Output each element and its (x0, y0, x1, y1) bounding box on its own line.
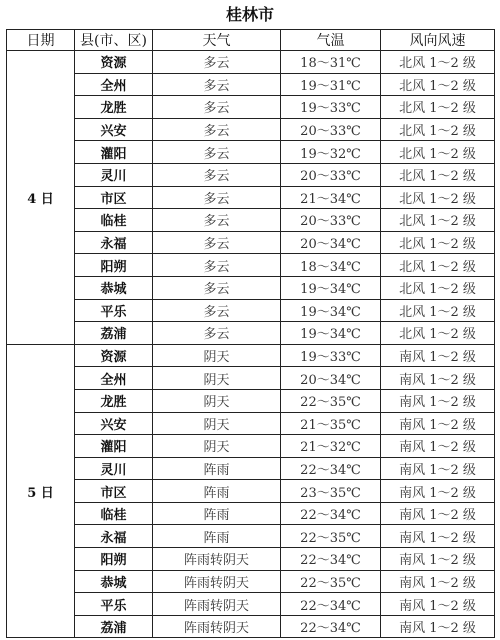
county-cell: 恭城 (75, 570, 153, 593)
table-header (7, 30, 495, 51)
wind-cell: 北风 1～2 级 (381, 118, 495, 141)
temp-cell: 20～33℃ (281, 163, 381, 186)
temp-cell: 20～34℃ (281, 367, 381, 390)
table-row (7, 615, 495, 638)
weather-cell: 多云 (153, 163, 281, 186)
county-cell: 市区 (75, 186, 153, 209)
temp-cell: 22～35℃ (281, 525, 381, 548)
table-row (7, 457, 495, 480)
temp-cell: 20～34℃ (281, 231, 381, 254)
wind-cell: 南风 1～2 级 (381, 502, 495, 525)
weather-cell: 阵雨转阴天 (153, 615, 281, 638)
temp-cell: 20～33℃ (281, 209, 381, 232)
temp-cell: 21～35℃ (281, 412, 381, 435)
weather-cell: 阵雨转阴天 (153, 593, 281, 616)
wind-cell: 北风 1～2 级 (381, 73, 495, 96)
weather-cell: 多云 (153, 254, 281, 277)
county-cell: 资源 (75, 344, 153, 367)
wind-cell: 北风 1～2 级 (381, 209, 495, 232)
table-row (7, 231, 495, 254)
temp-cell: 21～32℃ (281, 435, 381, 458)
temp-cell: 18～34℃ (281, 254, 381, 277)
wind-cell: 北风 1～2 级 (381, 299, 495, 322)
weather-cell: 阴天 (153, 435, 281, 458)
temp-cell: 22～34℃ (281, 615, 381, 638)
weather-cell: 阵雨转阴天 (153, 570, 281, 593)
wind-cell: 南风 1～2 级 (381, 412, 495, 435)
header-date: 日期 (7, 30, 75, 51)
weather-cell: 阴天 (153, 389, 281, 412)
weather-cell: 阴天 (153, 412, 281, 435)
county-cell: 灌阳 (75, 435, 153, 458)
wind-cell: 南风 1～2 级 (381, 525, 495, 548)
temp-cell: 19～34℃ (281, 322, 381, 345)
table-row (7, 525, 495, 548)
county-cell: 阳朔 (75, 548, 153, 571)
table-row (7, 299, 495, 322)
table-row (7, 548, 495, 571)
weather-cell: 阵雨转阴天 (153, 548, 281, 571)
temp-cell: 23～35℃ (281, 480, 381, 503)
county-cell: 龙胜 (75, 96, 153, 119)
wind-cell: 北风 1～2 级 (381, 141, 495, 164)
wind-cell: 北风 1～2 级 (381, 96, 495, 119)
temp-cell: 22～35℃ (281, 570, 381, 593)
weather-cell: 多云 (153, 73, 281, 96)
wind-cell: 北风 1～2 级 (381, 51, 495, 74)
table-row (7, 73, 495, 96)
table-row (7, 254, 495, 277)
wind-cell: 北风 1～2 级 (381, 322, 495, 345)
table-body (7, 51, 495, 638)
wind-cell: 北风 1～2 级 (381, 186, 495, 209)
wind-cell: 北风 1～2 级 (381, 276, 495, 299)
table-row (7, 367, 495, 390)
wind-cell: 南风 1～2 级 (381, 480, 495, 503)
header-row (7, 30, 495, 51)
wind-cell: 南风 1～2 级 (381, 367, 495, 390)
header-wind: 风向风速 (381, 30, 495, 51)
county-cell: 全州 (75, 367, 153, 390)
header-county: 县(市、区) (75, 30, 153, 51)
county-cell: 灵川 (75, 163, 153, 186)
county-cell: 阳朔 (75, 254, 153, 277)
table-row (7, 51, 495, 74)
table-row (7, 322, 495, 345)
wind-cell: 南风 1～2 级 (381, 344, 495, 367)
county-cell: 永福 (75, 525, 153, 548)
wind-cell: 北风 1～2 级 (381, 231, 495, 254)
temp-cell: 18～31℃ (281, 51, 381, 74)
table-row (7, 118, 495, 141)
table-row (7, 209, 495, 232)
table-row (7, 141, 495, 164)
table-row (7, 412, 495, 435)
weather-cell: 阵雨 (153, 457, 281, 480)
table-row (7, 480, 495, 503)
county-cell: 荔浦 (75, 322, 153, 345)
date-cell: 4 日 (7, 51, 75, 345)
weather-cell: 多云 (153, 186, 281, 209)
table-row (7, 186, 495, 209)
temp-cell: 19～34℃ (281, 276, 381, 299)
weather-cell: 阵雨 (153, 480, 281, 503)
county-cell: 灌阳 (75, 141, 153, 164)
table-row (7, 389, 495, 412)
weather-cell: 多云 (153, 299, 281, 322)
table-row (7, 593, 495, 616)
county-cell: 资源 (75, 51, 153, 74)
weather-cell: 多云 (153, 96, 281, 119)
county-cell: 平乐 (75, 593, 153, 616)
county-cell: 全州 (75, 73, 153, 96)
weather-cell: 多云 (153, 276, 281, 299)
weather-cell: 多云 (153, 209, 281, 232)
weather-cell: 阵雨 (153, 502, 281, 525)
temp-cell: 22～34℃ (281, 502, 381, 525)
temp-cell: 22～34℃ (281, 457, 381, 480)
wind-cell: 南风 1～2 级 (381, 570, 495, 593)
weather-cell: 多云 (153, 51, 281, 74)
table-row (7, 570, 495, 593)
temp-cell: 19～33℃ (281, 344, 381, 367)
county-cell: 市区 (75, 480, 153, 503)
temp-cell: 21～34℃ (281, 186, 381, 209)
temp-cell: 19～33℃ (281, 96, 381, 119)
county-cell: 灵川 (75, 457, 153, 480)
county-cell: 兴安 (75, 412, 153, 435)
wind-cell: 南风 1～2 级 (381, 593, 495, 616)
wind-cell: 北风 1～2 级 (381, 163, 495, 186)
table-row (7, 276, 495, 299)
county-cell: 龙胜 (75, 389, 153, 412)
header-weather: 天气 (153, 30, 281, 51)
table-row (7, 435, 495, 458)
wind-cell: 南风 1～2 级 (381, 548, 495, 571)
date-cell: 5 日 (7, 344, 75, 638)
wind-cell: 南风 1～2 级 (381, 435, 495, 458)
page-title: 桂林市 (225, 5, 274, 24)
wind-cell: 南风 1～2 级 (381, 457, 495, 480)
temp-cell: 20～33℃ (281, 118, 381, 141)
county-cell: 恭城 (75, 276, 153, 299)
weather-cell: 阴天 (153, 367, 281, 390)
temp-cell: 19～32℃ (281, 141, 381, 164)
weather-cell: 阴天 (153, 344, 281, 367)
table-row (7, 163, 495, 186)
temp-cell: 22～35℃ (281, 389, 381, 412)
temp-cell: 19～31℃ (281, 73, 381, 96)
wind-cell: 南风 1～2 级 (381, 389, 495, 412)
temp-cell: 22～34℃ (281, 593, 381, 616)
county-cell: 兴安 (75, 118, 153, 141)
wind-cell: 北风 1～2 级 (381, 254, 495, 277)
county-cell: 临桂 (75, 209, 153, 232)
county-cell: 临桂 (75, 502, 153, 525)
temp-cell: 19～34℃ (281, 299, 381, 322)
table-row (7, 344, 495, 367)
weather-cell: 多云 (153, 118, 281, 141)
weather-cell: 多云 (153, 231, 281, 254)
forecast-table (6, 29, 495, 638)
county-cell: 永福 (75, 231, 153, 254)
temp-cell: 22～34℃ (281, 548, 381, 571)
weather-cell: 多云 (153, 141, 281, 164)
wind-cell: 南风 1～2 级 (381, 615, 495, 638)
table-row (7, 96, 495, 119)
table-row (7, 502, 495, 525)
county-cell: 荔浦 (75, 615, 153, 638)
weather-cell: 阵雨 (153, 525, 281, 548)
header-temp: 气温 (281, 30, 381, 51)
county-cell: 平乐 (75, 299, 153, 322)
weather-cell: 多云 (153, 322, 281, 345)
